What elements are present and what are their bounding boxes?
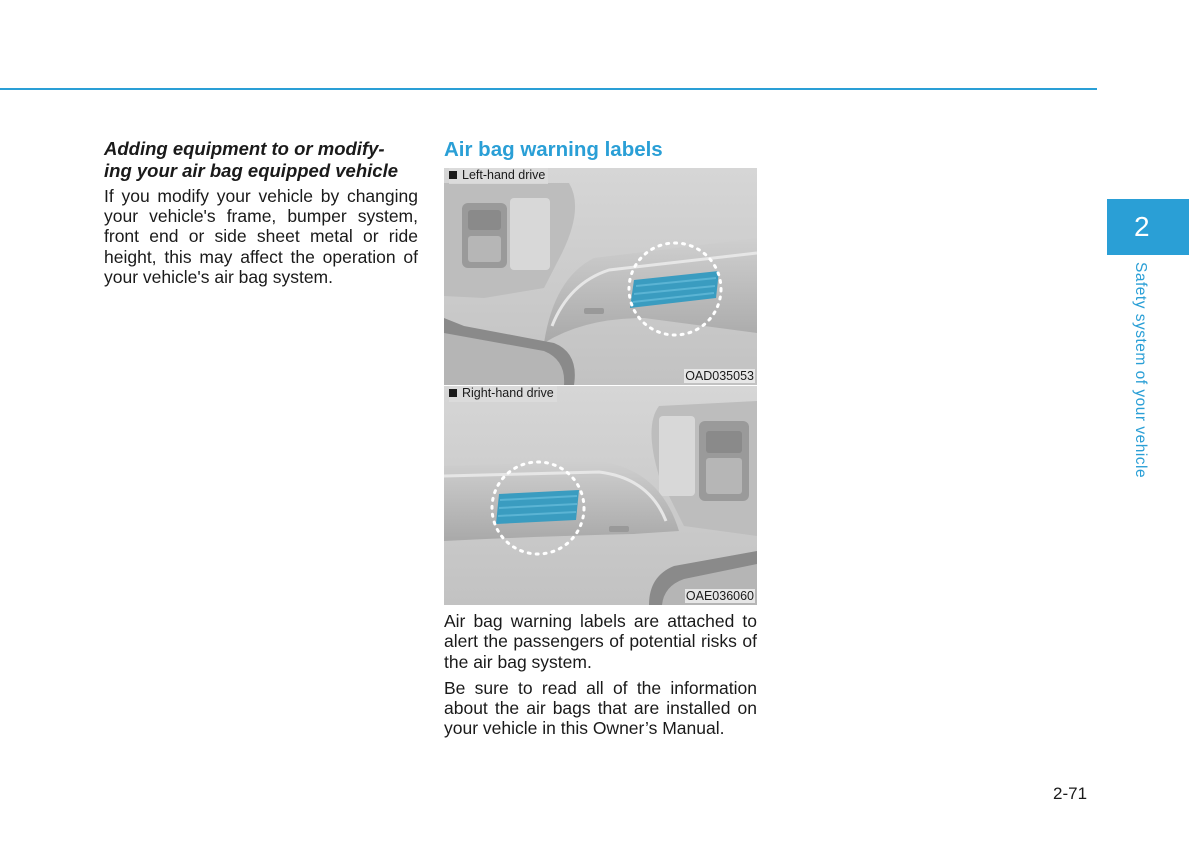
section-title: Air bag warning labels [444,138,663,161]
header-rule [0,88,1097,90]
sun-visor-airbag-label-illustration [444,386,757,605]
chapter-number-tab: 2 [1107,199,1189,255]
figure-code: OAD035053 [685,369,754,383]
label-purpose-paragraph: Air bag warning labels are attached to alert the passengers of potential risks of the air bag system. [444,611,757,672]
read-manual-paragraph: Be sure to read all of the information about the air bags that are installed on your vehicle in this Owner’s Manual. [444,677,757,739]
middle-column [444,138,757,745]
figure-code: OAE036060 [685,589,754,603]
warning-label-text [444,611,757,739]
chapter-title: Safety system of your vehicle [1132,262,1149,479]
sun-visor-airbag-label-illustration [444,168,757,385]
page-number: 2-71 [1053,784,1088,803]
modification-paragraph: If you modify your vehicle by changing your vehicle's frame, bumper system, front end or side sheet metal or ride height, this may affect the operation of your vehicle's air bag system. [104,186,418,287]
bullet-square-icon [449,171,457,179]
figure-right-hand-drive [444,386,757,605]
section-subheading: Adding equipment to or modify- ing your air bag equipped vehicle [104,138,399,181]
figure-left-hand-drive [444,168,757,385]
figure-caption: Left-hand drive [449,168,548,184]
figure-caption: Right-hand drive [449,386,557,402]
bullet-square-icon [449,389,457,397]
left-column [104,138,418,295]
